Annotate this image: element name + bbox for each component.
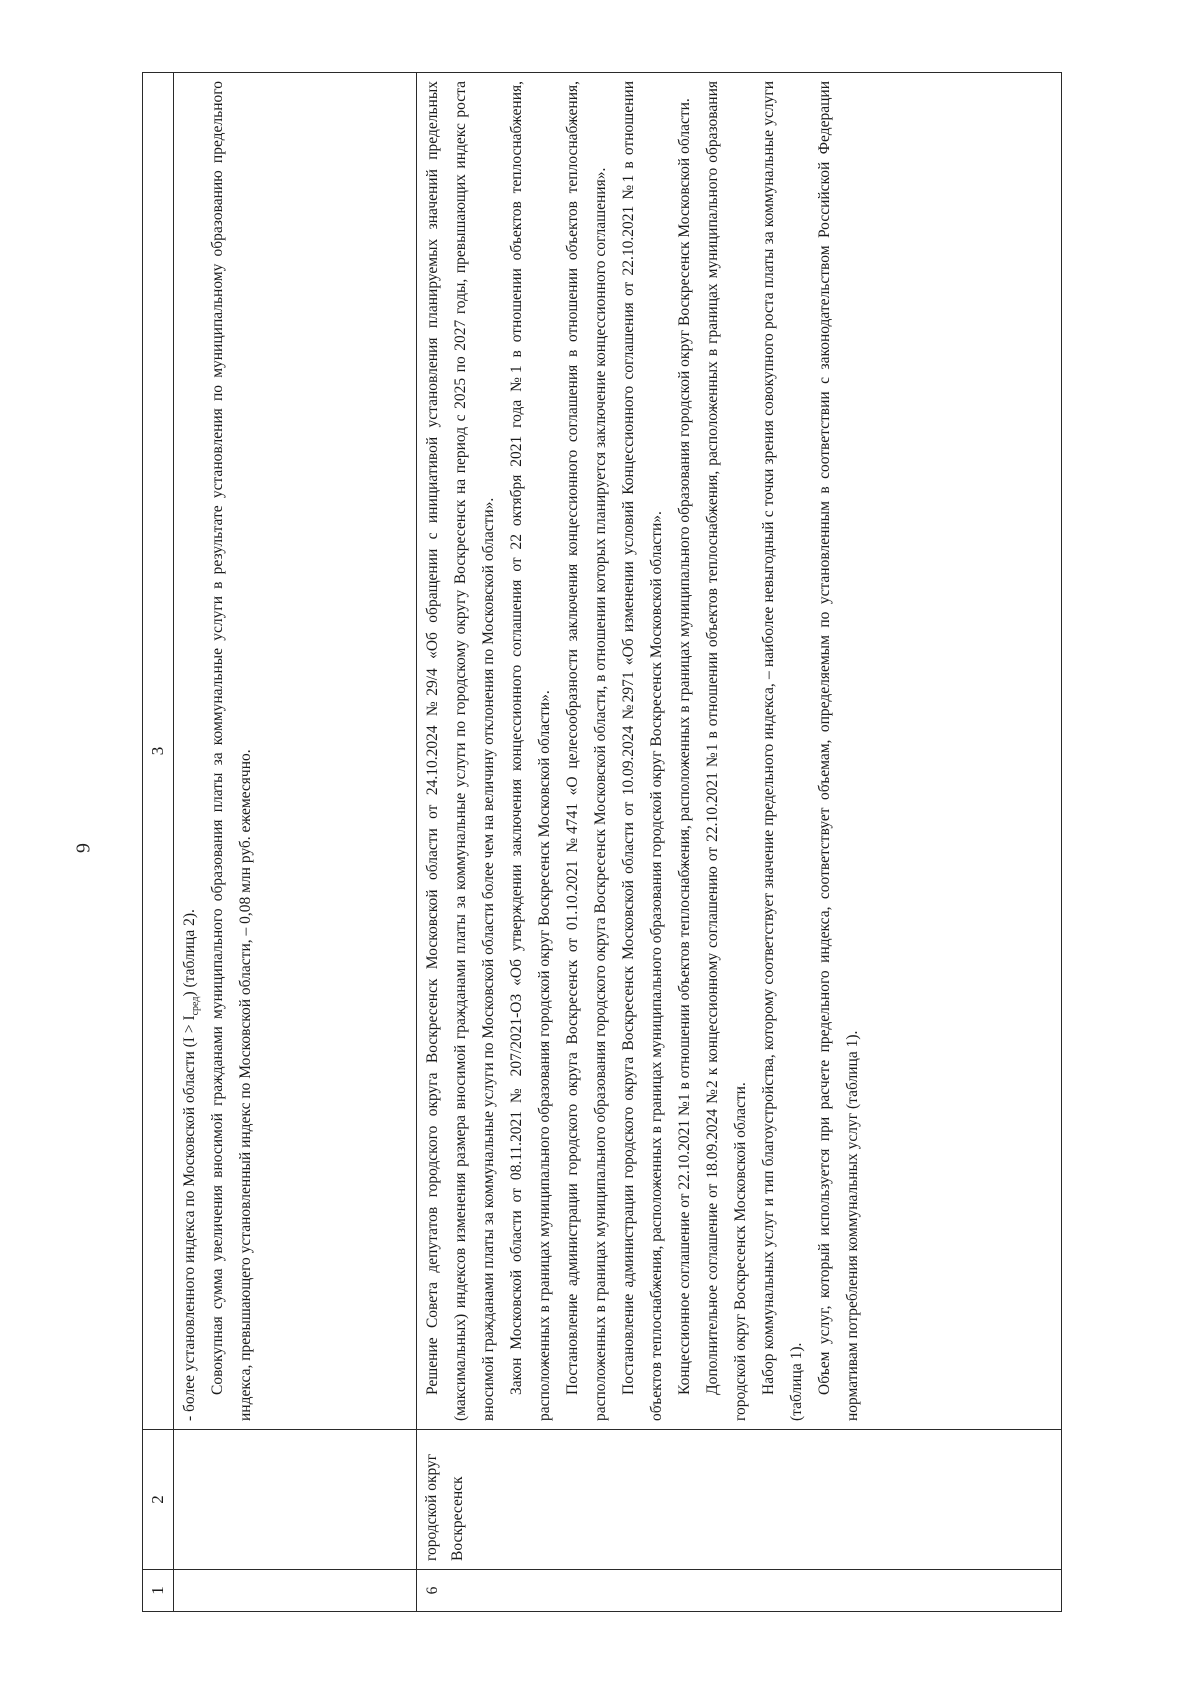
paragraph: Закон Московской области от 08.11.2021 № 207/2021-ОЗ «Об утверждении заключения концессионного соглашения от 22 октября 2021 года №1 в отношении объектов теплоснабжения, расположенных в границах муниципального образования городской округ Воскресенск Московской области».: [508, 81, 553, 1421]
row-number-cell: 6: [417, 1570, 1062, 1612]
header-col-3: 3: [143, 73, 174, 1430]
municipality-cell: [174, 1430, 417, 1570]
paragraph: Концессионное соглашение от 22.10.2021 №1 в отношении объектов теплоснабжения, расположенных в границах муниципального образования городской округ Воскресенск Московской области.: [676, 98, 693, 1395]
page-number: 6: [71, 843, 94, 853]
row-number-cell: [174, 1570, 417, 1612]
paragraph: Набор коммунальных услуг и тип благоустройства, которому соответствует значение предельного индекса, – наиболее невыгодный с точки зрения совокупного роста платы за коммунальные услуги (таблица 1).: [760, 81, 805, 1421]
paragraph: Постановление администрации городского округа Воскресенск Московской области от 10.09.2024 №2971 «Об изменении условий Концессионного соглашения от 22.10.2021 №1 в отношении объектов теплоснабжения, расположенных в границах муниципального образования городской округ Воскресенск Московской области».: [620, 81, 665, 1421]
paragraph: Дополнительное соглашение от 18.09.2024 №2 к концессионному соглашению от 22.10.2021 №1 в отношении объектов теплоснабжения, расположенных в границах муниципального образования городской округ Воскресенск Московской области.: [704, 81, 749, 1421]
header-col-1: 1: [143, 1570, 174, 1612]
index-subscript: сред: [190, 996, 202, 1016]
paragraph-text: - более установленного индекса по Московской области (I > I: [181, 1015, 198, 1421]
paragraph: Объем услуг, который используется при расчете предельного индекса, соответствует объемам, определяемым по установленным в соответствии с законодательством Российской Федерации нормативам потребления коммунальных услуг (таблица 1).: [816, 81, 861, 1421]
table-header-row: [143, 73, 174, 1612]
rotated-page-content: [142, 72, 1062, 1612]
description-cell: [174, 73, 417, 1430]
municipality-cell: городской округ Воскресенск: [417, 1430, 1062, 1570]
paragraph: [176, 81, 204, 1421]
table-row: [174, 73, 417, 1612]
paragraph-tail: ) (таблица 2).: [181, 909, 198, 997]
table-row: [417, 73, 1062, 1612]
paragraph: Постановление администрации городского округа Воскресенск от 01.10.2021 №4741 «О целесообразности заключения концессионного соглашения в отношении объектов теплоснабжения, расположенных в границах муниципального образования городского округа Воскресенск Московской области, в отношении которых планируется заключение концессионного соглашения».: [564, 81, 609, 1421]
paragraph: Совокупная сумма увеличения вносимой гражданами муниципального образования платы за коммунальные услуги в результате установления по муниципальному образованию предельного индекса, превышающего установленный индекс по Московской области, – 0,08 млн руб. ежемесячно.: [209, 81, 254, 1421]
document-table: [142, 72, 1062, 1612]
header-col-2: 2: [143, 1430, 174, 1570]
description-cell: [417, 73, 1062, 1430]
paragraph: Решение Совета депутатов городского округа Воскресенск Московской области от 24.10.2024 №29/4 «Об обращении с инициативой установления планируемых значений предельных (максимальных) индексов изменения размера вносимой гражданами платы за коммунальные услуги по городскому округу Воскресенск на период с 2025 по 2027 годы, превышающих индекс роста вносимой гражданами платы за коммунальные услуги по Московской области более чем на величину отклонения по Московской области».: [424, 81, 497, 1421]
